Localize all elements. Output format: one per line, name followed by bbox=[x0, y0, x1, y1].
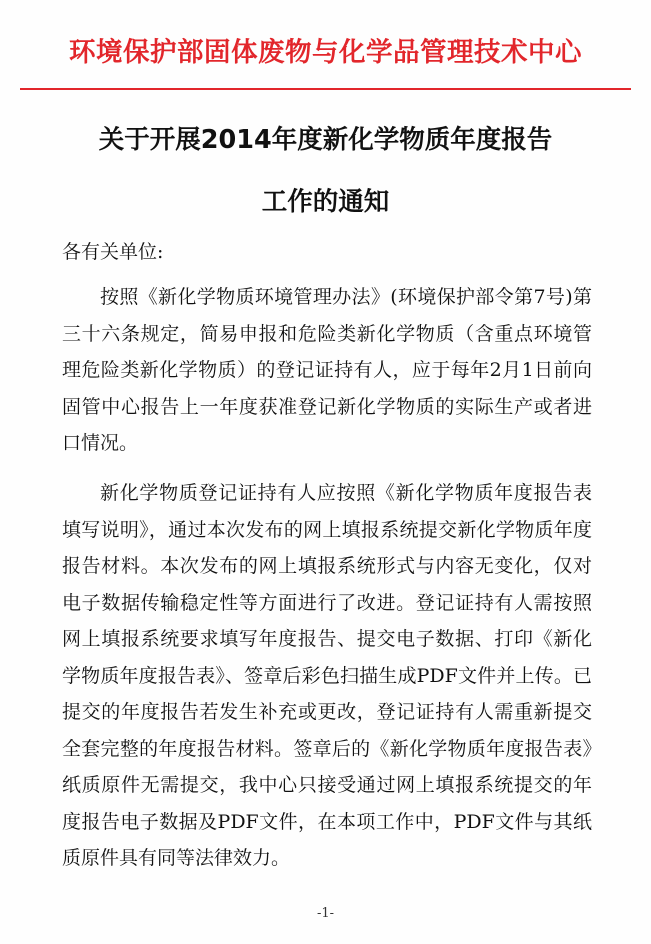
notice-title-line-1: 关于开展2014年度新化学物质年度报告 bbox=[98, 125, 553, 155]
body-paragraph-1: 按照《新化学物质环境管理办法》(环境保护部令第7号)第三十六条规定，简易申报和危险类新化学物质（含重点环境管理危险类新化学物质）的登记证持有人，应于每年2月1日前向固管中心报告上一年度获准登记新化学物质的实际生产或者进口情况。 bbox=[62, 286, 592, 454]
body-paragraph-2: 新化学物质登记证持有人应按照《新化学物质年度报告表填写说明》，通过本次发布的网上填报系统提交新化学物质年度报告材料。本次发布的网上填报系统形式与内容无变化，仅对电子数据传输稳定性等方面进行了改进。登记证持有人需按照网上填报系统要求填写年度报告、提交电子数据、打印《新化学物质年度报告表》、签章后彩色扫描生成PDF文件并上传。已提交的年度报告若发生补充或更改，登记证持有人需重新提交全套完整的年度报告材料。签章后的《新化学物质年度报告表》纸质原件无需提交，我中心只接受通过网上填报系统提交的年度报告电子数据及PDF文件，在本项工作中，PDF文件与其纸质原件具有同等法律效力。 bbox=[62, 482, 592, 869]
notice-title-line-2: 工作的通知 bbox=[261, 187, 390, 217]
header-divider bbox=[20, 88, 631, 90]
organization-header: 环境保护部固体废物与化学品管理技术中心 bbox=[69, 37, 582, 68]
salutation: 各有关单位: bbox=[62, 241, 164, 263]
page-number: -1- bbox=[316, 906, 335, 921]
